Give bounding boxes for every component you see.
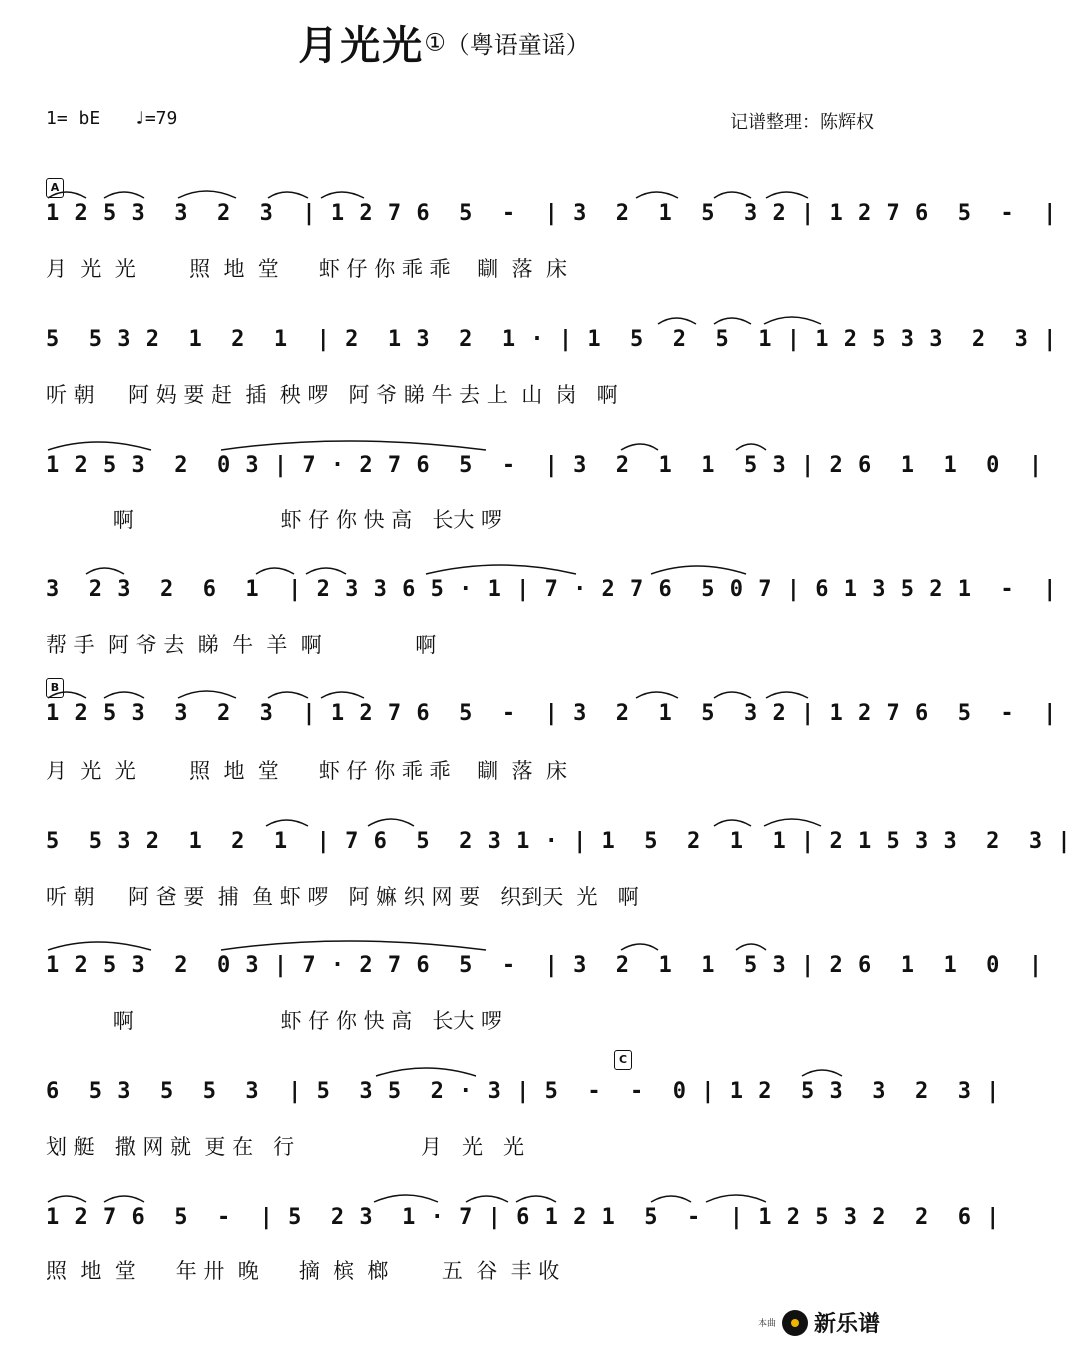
notation-line-6 — [46, 824, 1072, 860]
key-signature: 1= bE — [46, 108, 101, 129]
title-main: 月光光 — [298, 23, 425, 69]
notation-line-5 — [46, 696, 1058, 732]
notation-line-2 — [46, 322, 1058, 358]
lyric-line-2: 听 朝 阿 妈 要 赶 插 秧 啰 阿 爷 睇 牛 去 上 山 岗 啊 — [46, 383, 618, 407]
note-sequence: 5 5 3 2 1 2 1 | 7 6 5 2 3 1 · | 1 5 2 1 1 | 2 1 5 3 3 2 3 | — [46, 829, 1072, 854]
notation-line-9 — [46, 1200, 1001, 1236]
lyric-line-5: 月 光 光 照 地 堂 虾 仔 你 乖 乖 瞓 落 床 — [46, 759, 567, 783]
note-sequence: 1 2 5 3 2 0 3 | 7 · 2 7 6 5 - | 3 2 1 1 5 3 | 2 6 1 1 0 | — [46, 453, 1044, 478]
vinyl-record-icon — [782, 1310, 808, 1336]
note-sequence: 1 2 5 3 3 2 3 | 1 2 7 6 5 - | 3 2 1 5 3 2 | 1 2 7 6 5 - | — [46, 701, 1058, 726]
lyric-line-8: 划 艇 撒 网 就 更 在 行 月 光 光 — [46, 1135, 524, 1159]
title-footnote: ① — [424, 28, 446, 57]
lyric-line-6: 听 朝 阿 爸 要 捕 鱼 虾 啰 阿 嫲 织 网 要 织到天 光 啊 — [46, 885, 639, 909]
notation-line-8 — [46, 1074, 1001, 1110]
note-sequence: 1 2 7 6 5 - | 5 2 3 1 · 7 | 6 1 2 1 5 - | 1 2 5 3 2 2 6 | — [46, 1205, 1001, 1230]
rehearsal-mark-c: C — [614, 1050, 632, 1070]
note-sequence: 3 2 3 2 6 1 | 2 3 3 6 5 · 1 | 7 · 2 7 6 5 0 7 | 6 1 3 5 2 1 - | — [46, 577, 1058, 602]
lyric-line-3: 啊 虾 仔 你 快 高 长大 啰 — [46, 508, 503, 532]
note-sequence: 6 5 3 5 5 3 | 5 3 5 2 · 3 | 5 - - 0 | 1 2 5 3 3 2 3 | — [46, 1079, 1001, 1104]
notation-line-1 — [46, 196, 1058, 232]
lyric-line-9: 照 地 堂 年 卅 晚 摘 槟 榔 五 谷 丰 收 — [46, 1259, 560, 1283]
lyric-line-4: 帮 手 阿 爷 去 睇 牛 羊 啊 啊 — [46, 633, 437, 657]
lyric-line-7: 啊 虾 仔 你 快 高 长大 啰 — [46, 1009, 503, 1033]
note-sequence: 1 2 5 3 2 0 3 | 7 · 2 7 6 5 - | 3 2 1 1 5 3 | 2 6 1 1 0 | — [46, 953, 1044, 978]
notation-line-3 — [46, 448, 1044, 484]
note-sequence: 5 5 3 2 1 2 1 | 2 1 3 2 1 · | 1 5 2 5 1 | 1 2 5 3 3 2 3 | — [46, 327, 1058, 352]
quarter-note-icon: ♩ — [134, 108, 145, 129]
transcriber-credit: 记谱整理：陈辉权 — [730, 112, 874, 133]
brand-logo-text[interactable]: 新乐谱 — [813, 1312, 880, 1337]
lyric-line-1: 月 光 光 照 地 堂 虾 仔 你 乖 乖 瞓 落 床 — [46, 257, 567, 281]
rehearsal-mark-b: B — [46, 678, 64, 698]
note-sequence: 1 2 5 3 3 2 3 | 1 2 7 6 5 - | 3 2 1 5 3 2 | 1 2 7 6 5 - | — [46, 201, 1058, 226]
rehearsal-mark-a: A — [46, 178, 64, 198]
tempo-marking — [134, 108, 177, 129]
footer-small-text: 本曲 — [757, 1319, 776, 1329]
site-footer — [758, 1307, 880, 1338]
notation-line-7 — [46, 948, 1044, 984]
notation-line-4 — [46, 572, 1058, 608]
tempo-value: =79 — [144, 108, 178, 129]
song-title — [0, 14, 888, 71]
title-subtitle: （粤语童谣） — [445, 31, 590, 59]
